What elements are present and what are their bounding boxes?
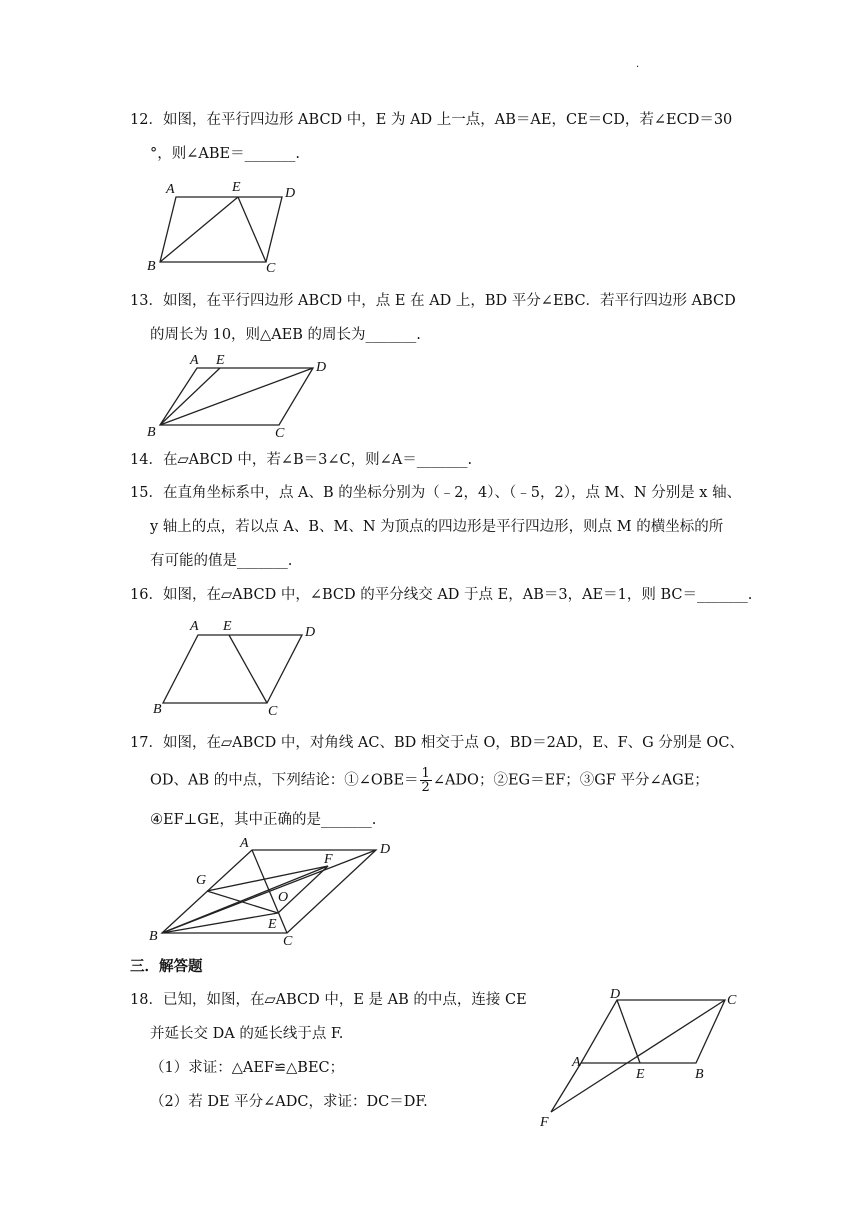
q16-parallelogram xyxy=(163,635,302,703)
q18-segment-de xyxy=(617,1000,640,1063)
q17-segment-bf xyxy=(162,866,328,933)
q18-parallelogram xyxy=(581,1000,725,1063)
q12-label-e: E xyxy=(232,180,241,195)
q17-frac-denominator: 2 xyxy=(421,780,430,795)
q16-label-c: C xyxy=(268,704,278,719)
q16-line1: 16．如图，在▱ABCD 中，∠BCD 的平分线交 AD 于点 E，AB＝3，AE＝1，则 BC＝_______. xyxy=(130,587,753,603)
q17-label-e: E xyxy=(268,917,277,932)
q17-fraction xyxy=(420,767,432,794)
q18-label-a: A xyxy=(572,1055,581,1070)
q15-line3: 有可能的值是_______. xyxy=(150,553,293,569)
q13-label-b: B xyxy=(147,425,156,440)
q12-parallelogram xyxy=(160,197,282,262)
q16-segment-ec xyxy=(229,635,267,703)
q16-label-a: A xyxy=(190,619,199,634)
q12-label-b: B xyxy=(147,259,156,274)
q13-label-e: E xyxy=(216,353,225,368)
q17-line1: 17．如图，在▱ABCD 中，对角线 AC、BD 相交于点 O，BD＝2AD，E、F、G 分别是 OC、 xyxy=(130,735,744,751)
q12-figure xyxy=(140,175,310,275)
q13-line2: 的周长为 10，则△AEB 的周长为_______. xyxy=(150,327,421,343)
q13-segment-bd xyxy=(160,368,313,425)
q17-frac-numerator: 1 xyxy=(421,766,430,781)
q17-line3: ④EF⊥GE，其中正确的是_______. xyxy=(150,812,377,828)
q17-label-b: B xyxy=(149,929,158,944)
q17-segment-ge xyxy=(207,891,278,913)
q12-label-a: A xyxy=(166,182,175,197)
q17-label-d: D xyxy=(380,842,391,857)
q17-label-f: F xyxy=(324,852,333,867)
q12-label-c: C xyxy=(266,261,276,275)
q13-label-d: D xyxy=(316,360,327,375)
q13-segment-be xyxy=(160,368,220,425)
q15-line2: y 轴上的点，若以点 A、B、M、N 为顶点的四边形是平行四边形，则点 M 的横坐标的所 xyxy=(150,519,724,535)
q18-line2: 并延长交 DA 的延长线于点 F. xyxy=(150,1026,344,1042)
q18-part1: （1）求证：△AEF≌△BEC； xyxy=(150,1060,345,1076)
q17-label-o: O xyxy=(278,890,289,905)
q18-extension-af xyxy=(551,1063,581,1112)
q13-label-a: A xyxy=(190,353,199,368)
q18-line1: 18．已知，如图，在▱ABCD 中，E 是 AB 的中点，连接 CE xyxy=(130,992,527,1008)
q17-line2-part-b: ∠ADO；②EG＝EF；③GF 平分∠AGE； xyxy=(432,772,709,789)
q16-label-e: E xyxy=(223,619,232,634)
q12-segment-be xyxy=(160,197,238,262)
q18-label-b: B xyxy=(695,1067,704,1082)
q13-label-c: C xyxy=(275,426,285,441)
q13-figure xyxy=(140,350,340,445)
q12-line2: °，则∠ABE＝_______. xyxy=(150,146,300,162)
q17-segment-be xyxy=(162,913,278,933)
q18-figure xyxy=(535,985,745,1130)
header-mark: · xyxy=(636,62,640,73)
q17-line2 xyxy=(150,767,709,794)
q15-line1: 15．在直角坐标系中，点 A、B 的坐标分别为（﹣2，4）、（﹣5，2），点 M、N 分别是 x 轴、 xyxy=(130,485,742,501)
q12-line1: 12．如图，在平行四边形 ABCD 中，E 为 AD 上一点，AB＝AE，CE＝CD，若∠ECD＝30 xyxy=(130,112,733,128)
q18-label-d: D xyxy=(610,987,621,1002)
q17-line2-part-a: OD、AB 的中点，下列结论：①∠OBE＝ xyxy=(150,772,419,789)
section3-title: 三．解答题 xyxy=(130,958,203,975)
q17-figure xyxy=(140,832,400,947)
q18-label-c: C xyxy=(727,993,737,1008)
q17-label-g: G xyxy=(196,873,207,888)
q16-label-d: D xyxy=(305,625,316,640)
q17-label-a: A xyxy=(240,836,249,851)
q12-label-d: D xyxy=(285,186,296,201)
q17-label-c: C xyxy=(283,934,293,947)
q12-segment-ec xyxy=(238,197,266,262)
q16-figure xyxy=(145,615,345,720)
q14-line1: 14．在▱ABCD 中，若∠B＝3∠C，则∠A＝_______. xyxy=(130,452,473,468)
q18-part2: （2）若 DE 平分∠ADC，求证：DC＝DF. xyxy=(150,1094,428,1110)
q16-label-b: B xyxy=(153,702,162,717)
q18-label-f: F xyxy=(540,1115,549,1130)
q18-label-e: E xyxy=(636,1067,645,1082)
q13-line1: 13．如图，在平行四边形 ABCD 中，点 E 在 AD 上，BD 平分∠EBC．若平行四边形 ABCD xyxy=(130,293,736,309)
